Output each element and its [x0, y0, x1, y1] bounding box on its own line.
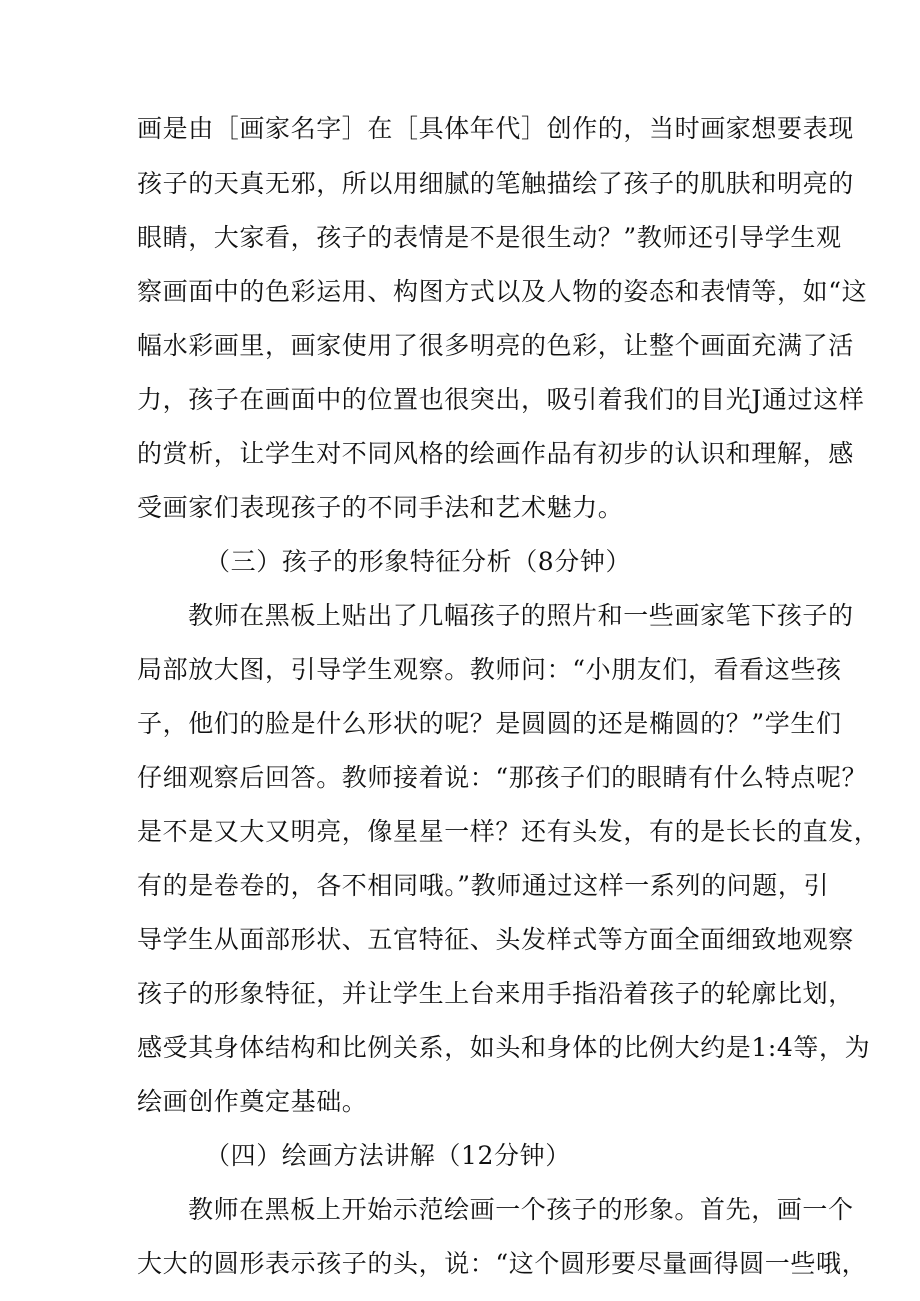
paragraph-line-11: 子，他们的脸是什么形状的呢？是圆圆的还是椭圆的？”学生们 [137, 709, 842, 738]
paragraph-line-7: 的赏析，让学生对不同风格的绘画作品有初步的认识和理解，感 [137, 439, 854, 468]
paragraph-line-9: 教师在黑板上贴出了几幅孩子的照片和一些画家笔下孩子的 [188, 601, 854, 630]
paragraph-line-17: 感受其身体结构和比例关系，如头和身体的比例大约是1:4等，为 [137, 1033, 871, 1062]
paragraph-line-18: 绘画创作奠定基础。 [137, 1087, 368, 1116]
paragraph-line-14: 有的是卷卷的，各不相同哦。”教师通过这样一系列的问题，引 [137, 871, 830, 900]
paragraph-line-16: 孩子的形象特征，并让学生上台来用手指沿着孩子的轮廓比划， [137, 979, 854, 1008]
paragraph-line-15: 导学生从面部形状、五官特征、头发样式等方面全面细致地观察 [137, 925, 854, 954]
section-heading-3: （三）孩子的形象特征分析（8分钟） [205, 547, 632, 576]
paragraph-line-10: 局部放大图，引导学生观察。教师问：“小朋友们，看看这些孩 [137, 655, 842, 684]
paragraph-line-13: 是不是又大又明亮，像星星一样？还有头发，有的是长长的直发， [137, 817, 880, 846]
paragraph-line-12: 仔细观察后回答。教师接着说：“那孩子们的眼睛有什么特点呢？ [137, 763, 868, 792]
paragraph-line-6: 力，孩子在画面中的位置也很突出，吸引着我们的目光J通过这样 [137, 385, 865, 414]
paragraph-line-5: 幅水彩画里，画家使用了很多明亮的色彩，让整个画面充满了活 [137, 331, 854, 360]
paragraph-line-4: 察画面中的色彩运用、构图方式以及人物的姿态和表情等，如“这 [137, 277, 868, 306]
paragraph-line-19: 教师在黑板上开始示范绘画一个孩子的形象。首先，画一个 [188, 1195, 854, 1224]
paragraph-line-20: 大大的圆形表示孩子的头，说：“这个圆形要尽量画得圆一些哦， [137, 1249, 868, 1278]
paragraph-line-1: 画是由［画家名字］在［具体年代］创作的，当时画家想要表现 [137, 114, 854, 143]
paragraph-line-3: 眼睛，大家看，孩子的表情是不是很生动？”教师还引导学生观 [137, 223, 842, 252]
section-heading-4: （四）绘画方法讲解（12分钟） [205, 1141, 571, 1170]
paragraph-line-8: 受画家们表现孩子的不同手法和艺术魅力。 [137, 493, 624, 522]
paragraph-line-2: 孩子的天真无邪，所以用细腻的笔触描绘了孩子的肌肤和明亮的 [137, 169, 854, 198]
